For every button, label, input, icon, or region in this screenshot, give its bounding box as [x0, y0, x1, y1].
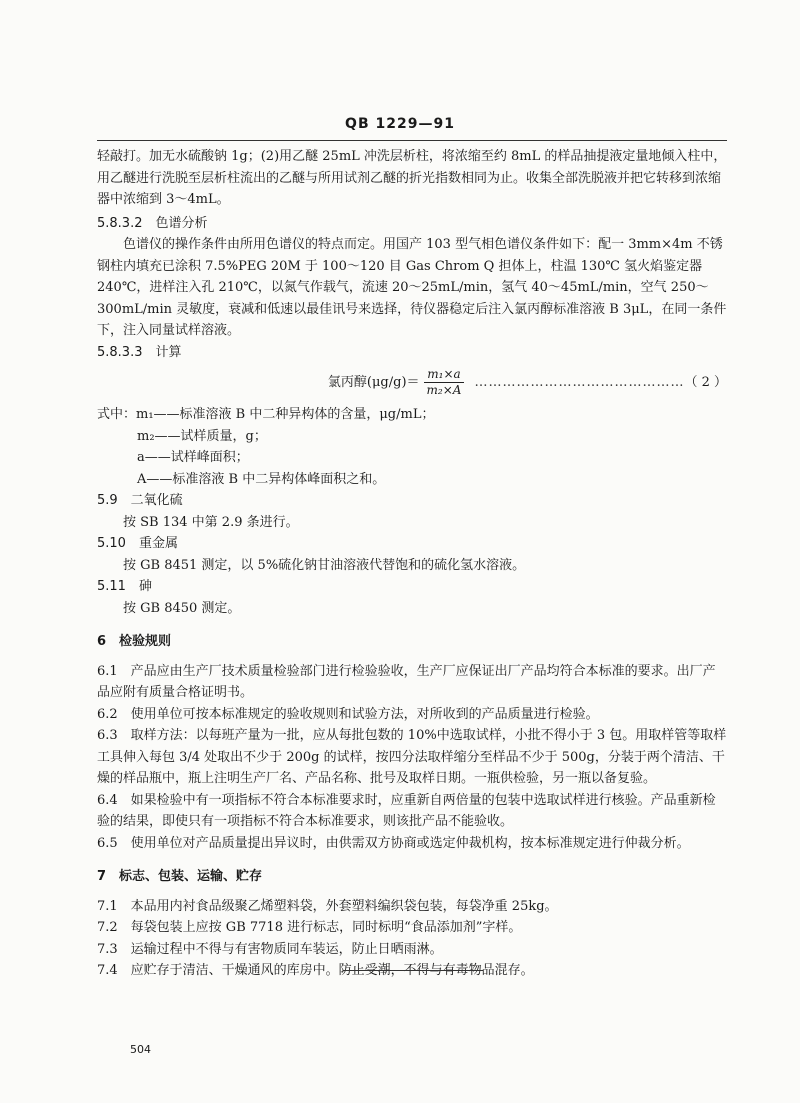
section-6-item: 6.1 产品应由生产厂技术质量检验部门进行检验验收，生产厂应保证出厂产品均符合本标准的要求。出厂产品应附有质量合格证明书。	[97, 663, 716, 700]
document-body	[97, 146, 727, 982]
section-5-11-body: 按 GB 8450 测定。	[123, 600, 241, 616]
section-5-9-title: 5.9 二氧化硫	[97, 493, 183, 508]
formula-numerator: m₁×a	[424, 367, 463, 383]
formula-label: 氯丙醇(μg/g)＝	[327, 374, 420, 390]
section-6-item: 6.2 使用单位可按本标准规定的验收规则和试验方法，对所收到的产品质量进行检验。	[97, 706, 599, 722]
formula-equation-number: （ 2 ）	[684, 374, 727, 390]
header-rule	[97, 140, 727, 141]
formula-definitions	[97, 404, 727, 490]
formula-denominator: m₂×A	[426, 383, 462, 397]
section-5-9-body: 按 SB 134 中第 2.9 条进行。	[123, 514, 299, 530]
section-5-8-3-2-body: 色谱仪的操作条件由所用色谱仪的特点而定。用国产 103 型气相色谱仪条件如下：配一 3mm×4m 不锈钢柱内填充已涂积 7.5%PEG 20M 于 100～120 目 Gas Chrom Q 担体上，柱温 130℃ 氢火焰鉴定器 240℃，进样注入孔 210℃，以氮气作载气，流速 20～25mL/min，氢气 40～45mL/min，空气 250～300mL/min 灵敏度，衰减和低速以最佳讯号来选择，待仪器稳定后注入氯丙醇标准溶液 B 3μL，在同一条件下，注入同量试样溶液。	[97, 237, 727, 338]
formula-fraction	[424, 367, 465, 398]
section-6-item: 6.4 如果检验中有一项指标不符合本标准要求时，应重新自两倍量的包装中选取试样进行核验。产品重新检验的结果，即使只有一项指标不符合本标准要求，则该批产品不能验收。	[97, 792, 716, 829]
section-7-item: 7.4 应贮存于清洁、干燥通风的库房中。防止受潮，不得与有毒物品混存。	[97, 963, 534, 978]
definition-row: m₂——试样质量，g；	[137, 428, 267, 444]
definition-row: A——标准溶液 B 中二异构体峰面积之和。	[137, 471, 386, 487]
section-6-title: 6 检验规则	[97, 634, 172, 649]
end-rule	[343, 970, 483, 971]
standard-code-header: QB 1229—91	[345, 116, 455, 132]
section-5-10-title: 5.10 重金属	[97, 536, 178, 551]
definition-row: a——试样峰面积；	[137, 450, 249, 465]
section-5-11-title: 5.11 砷	[97, 579, 152, 594]
section-5-8-3-2-title: 5.8.3.2 色谱分析	[97, 215, 208, 231]
section-5-10-body: 按 GB 8451 测定，以 5%硫化钠甘油溶液代替饱和的硫化氢水溶液。	[123, 557, 526, 573]
section-7-item: 7.1 本品用内衬食品级聚乙烯塑料袋，外套塑料编织袋包装，每袋净重 25kg。	[97, 898, 558, 914]
section-7-item: 7.3 运输过程中不得与有害物质同车装运，防止日晒雨淋。	[97, 941, 443, 957]
continuation-paragraph: 轻敲打。加无水硫酸钠 1g；(2)用乙醚 25mL 冲洗层析柱，将浓缩至约 8mL 的样品抽提液定量地倾入柱中，用乙醚进行洗脱至层析柱流出的乙醚与所用试剂乙醚的折光指数相同为止。收集全部洗脱液并把它转移到浓缩器中浓缩到 3～4mL。	[97, 149, 727, 207]
section-7-item: 7.2 每袋包装上应按 GB 7718 进行标志，同时标明“食品添加剂”字样。	[97, 920, 522, 935]
section-7-title: 7 标志、包装、运输、贮存	[97, 869, 263, 884]
section-6-item: 6.3 取样方法：以每班产量为一批，应从每批包数的 10%中选取试样，小批不得小于 3 包。用取样管等取样工具伸入每包 3/4 处取出不少于 200g 的试样，按四分法取样缩分至样品不少于 500g，分装于两个清洁、干燥的样品瓶中，瓶上注明生产厂名、产品名称、批号及取样日期。一瓶供检验，另一瓶以备复验。	[97, 728, 727, 786]
formula-2	[97, 367, 727, 398]
section-5-8-3-3-title: 5.8.3.3 计算	[97, 344, 182, 360]
section-6-item: 6.5 使用单位对产品质量提出异议时，由供需双方协商或选定仲裁机构，按本标准规定进行仲裁分析。	[97, 835, 690, 851]
formula-leader-dots: ………………………………………	[474, 374, 685, 390]
definition-row: 式中：m₁——标准溶液 B 中二种异构体的含量，μg/mL；	[97, 407, 435, 422]
page-number: 504	[130, 1043, 151, 1056]
